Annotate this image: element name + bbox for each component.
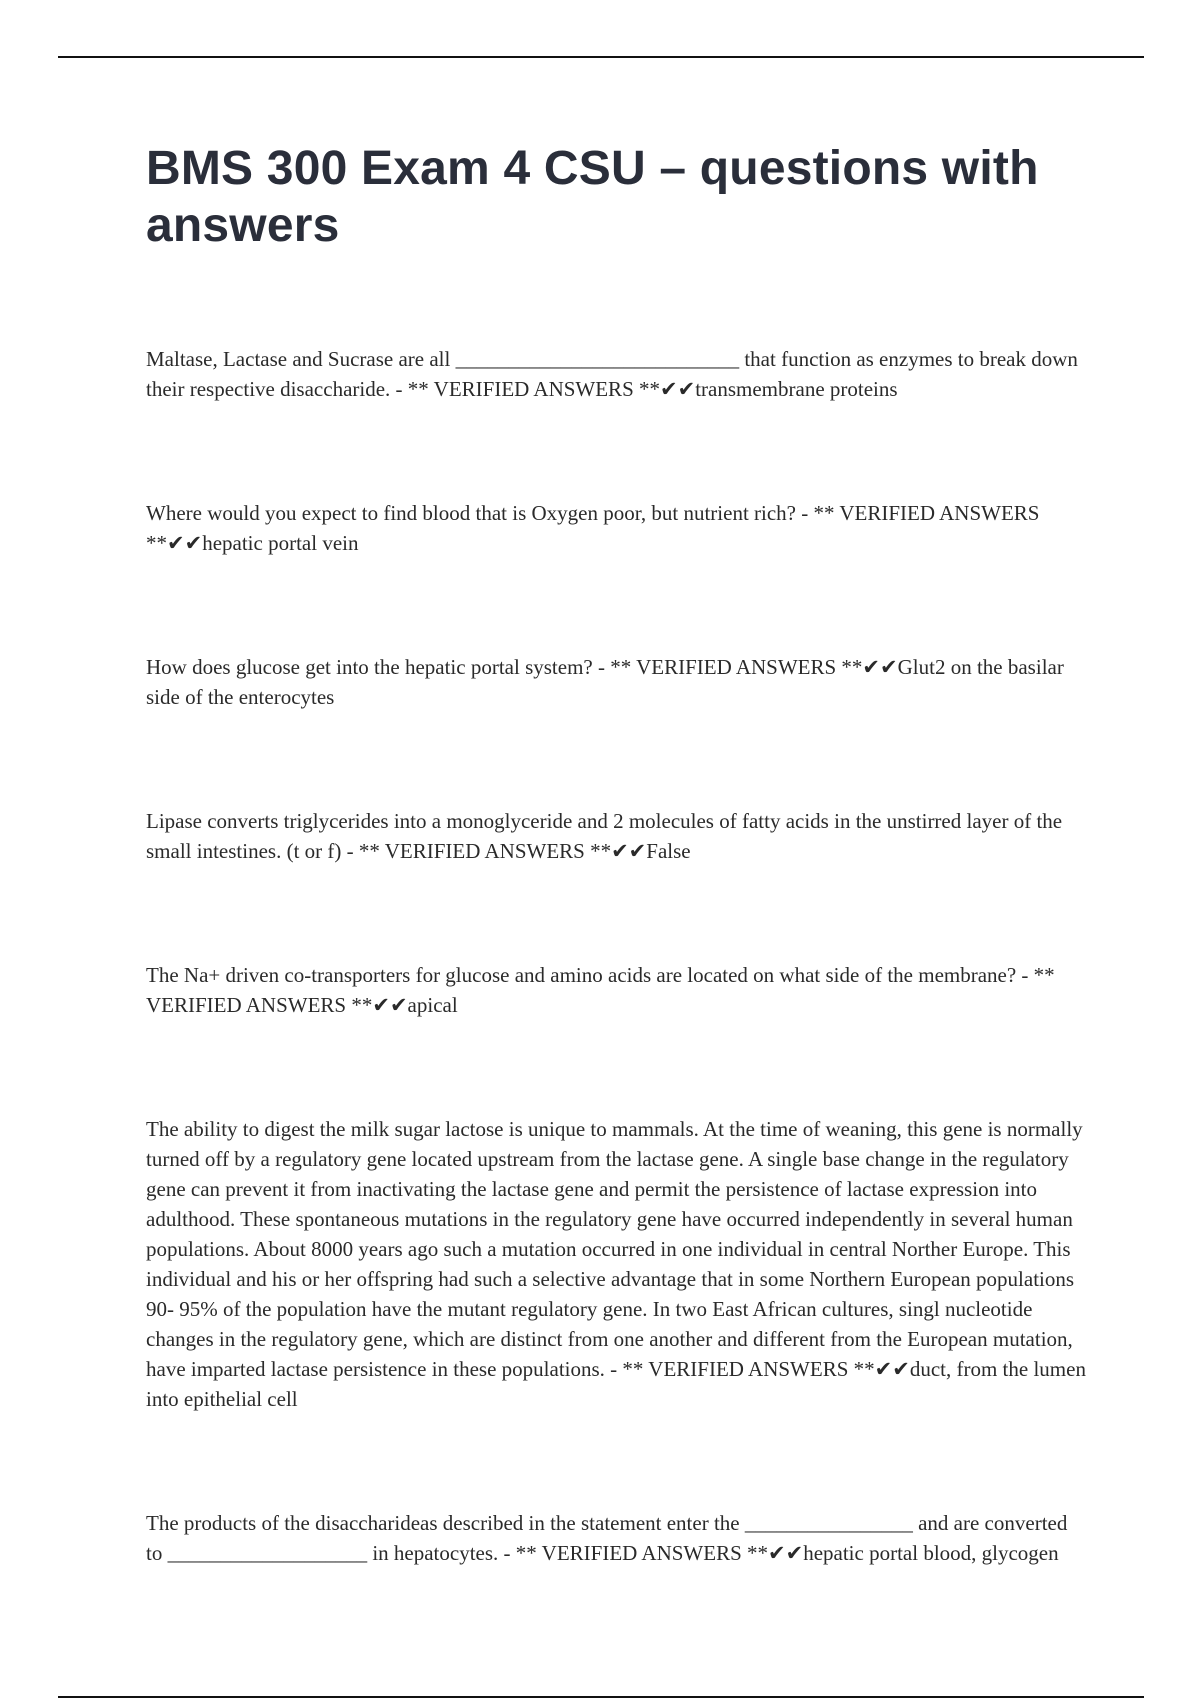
qa-item-6: [146, 1114, 1086, 1414]
answer-text: False: [646, 839, 691, 863]
qa-item-4: [146, 806, 1086, 866]
document-body: [146, 140, 1086, 1662]
question-text: How does glucose get into the hepatic portal system? - ** VERIFIED ANSWERS **✔✔: [146, 655, 898, 679]
question-text: The products of the disaccharideas described in the statement enter the ________________ and are converted to ___________________ in hepatocytes. - ** VERIFIED ANSWERS **✔✔: [146, 1511, 1068, 1565]
qa-item-7: [146, 1508, 1086, 1568]
question-text: The Na+ driven co-transporters for glucose and amino acids are located on what side of the membrane? - ** VERIFIED ANSWERS **✔✔: [146, 963, 1055, 1017]
question-text: The ability to digest the milk sugar lactose is unique to mammals. At the time of weaning, this gene is normally turned off by a regulatory gene located upstream from the lactase gene. A single base change in the regulatory gene can prevent it from inactivating the lactase gene and permit the persistence of lactase expression into adulthood. These spontaneous mutations in the regulatory gene have occurred independently in several human populations. About 8000 years ago such a mutation occurred in one individual in central Norther Europe. This individual and his or her offspring had such a selective advantage that in some Northern European populations 90- 95% of the population have the mutant regulatory gene. In two East African cultures, singl nucleotide changes in the regulatory gene, which are distinct from one another and different from the European mutation, have imparted lactase persistence in these populations. - ** VERIFIED ANSWERS **✔✔: [146, 1117, 1083, 1381]
qa-item-2: [146, 498, 1086, 558]
question-text: Where would you expect to find blood that is Oxygen poor, but nutrient rich? - ** VERIFIED ANSWERS **✔✔: [146, 501, 1040, 555]
answer-text: transmembrane proteins: [695, 377, 898, 401]
qa-list: [146, 344, 1086, 1568]
top-rule: [58, 56, 1144, 58]
qa-item-3: [146, 652, 1086, 712]
answer-text: apical: [407, 993, 458, 1017]
answer-text: Glut2 on the basilar side of the enterocytes: [146, 655, 1064, 709]
answer-text: hepatic portal vein: [202, 531, 359, 555]
question-text: Maltase, Lactase and Sucrase are all ___________________________ that function as enzymes to break down their respective disaccharide. - ** VERIFIED ANSWERS **✔✔: [146, 347, 1078, 401]
document-title: BMS 300 Exam 4 CSU – questions with answers: [146, 142, 1039, 252]
qa-item-1: [146, 344, 1086, 404]
question-text: Lipase converts triglycerides into a monoglyceride and 2 molecules of fatty acids in the unstirred layer of the small intestines. (t or f) - ** VERIFIED ANSWERS **✔✔: [146, 809, 1063, 863]
bottom-rule: [58, 1696, 1144, 1698]
qa-item-5: [146, 960, 1086, 1020]
answer-text: hepatic portal blood, glycogen: [803, 1541, 1059, 1565]
answer-text: duct, from the lumen into epithelial cell: [146, 1357, 1086, 1411]
